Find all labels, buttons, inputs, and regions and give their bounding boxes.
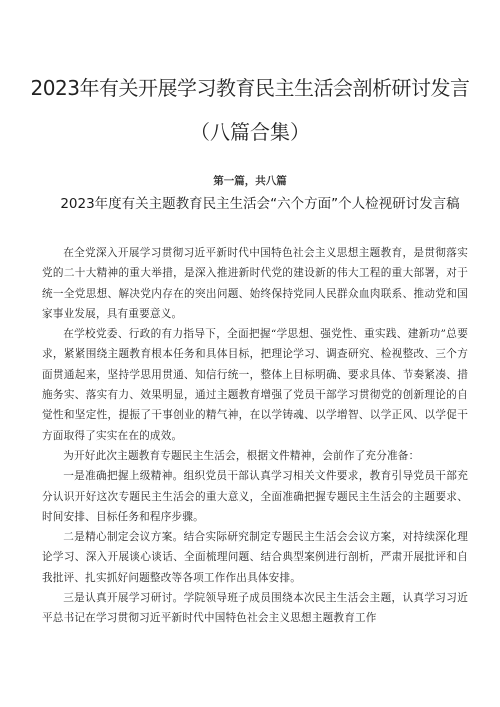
paragraph: 一是准确把握上级精神。组织党员干部认真学习相关文件要求，教育引导党员干部充分认识开好这次专题民主生活会的重大意义，全面准确把握专题民主生活会的主题要求、时间安排、目标任务和程序步骤。 xyxy=(42,470,468,523)
article-title: 2023年度有关主题教育民主生活会“六个方面”个人检视研讨发言稿 xyxy=(60,196,460,212)
paragraph: 在学校党委、行政的有力指导下，全面把握“学思想、强党性、重实践、建新功”总要求，紧紧围绕主题教育根本任务和具体目标，把理论学习、调查研究、检视整改、三个方面贯通起来，坚持学思用贯通、知信行统一，整体上目标明确、要求具体、节奏紧凑、措施务实、落实有力、效果明显，通过主题教育增强了党员干部学习贯彻党的创新理论的自觉性和坚定性，提振了干事创业的精气神，在以学铸魂、以学增智、以学正风、以学促干方面取得了实实在在的成效。 xyxy=(42,328,468,442)
document-title: 2023年有关开展学习教育民主生活会剖析研讨发言 xyxy=(30,76,470,100)
paragraph: 为开好此次主题教育专题民主生活会，根据文件精神，会前作了充分准备： xyxy=(63,449,420,462)
paragraph: 三是认真开展学习研讨。学院领导班子成员围绕本次民主生活会主题，认真学习习近平总书记在学习贯彻习近平新时代中国特色社会主义思想主题教育工作 xyxy=(42,592,468,625)
section-label: 第一篇，共八篇 xyxy=(213,175,287,187)
paragraph: 在全党深入开展学习贯彻习近平新时代中国特色社会主义思想主题教育，是贯彻落实党的二十大精神的重大举措，是深入推进新时代党的建设新的伟大工程的重大部署，对于统一全党思想、解决党内存在的突出问题、始终保持党同人民群众血肉联系、推动党和国家事业发展，具有重要意义。 xyxy=(42,247,468,320)
document-body xyxy=(42,243,468,629)
paragraph: 二是精心制定会议方案。结合实际研究制定专题民主生活会会议方案，对持续深化理论学习、深入开展谈心谈话、全面梳理问题、结合典型案例进行剖析，严肃开展批评和自我批评、扎实抓好问题整改等各项工作作出具体安排。 xyxy=(42,531,468,584)
document-subtitle: （八篇合集） xyxy=(190,120,310,144)
